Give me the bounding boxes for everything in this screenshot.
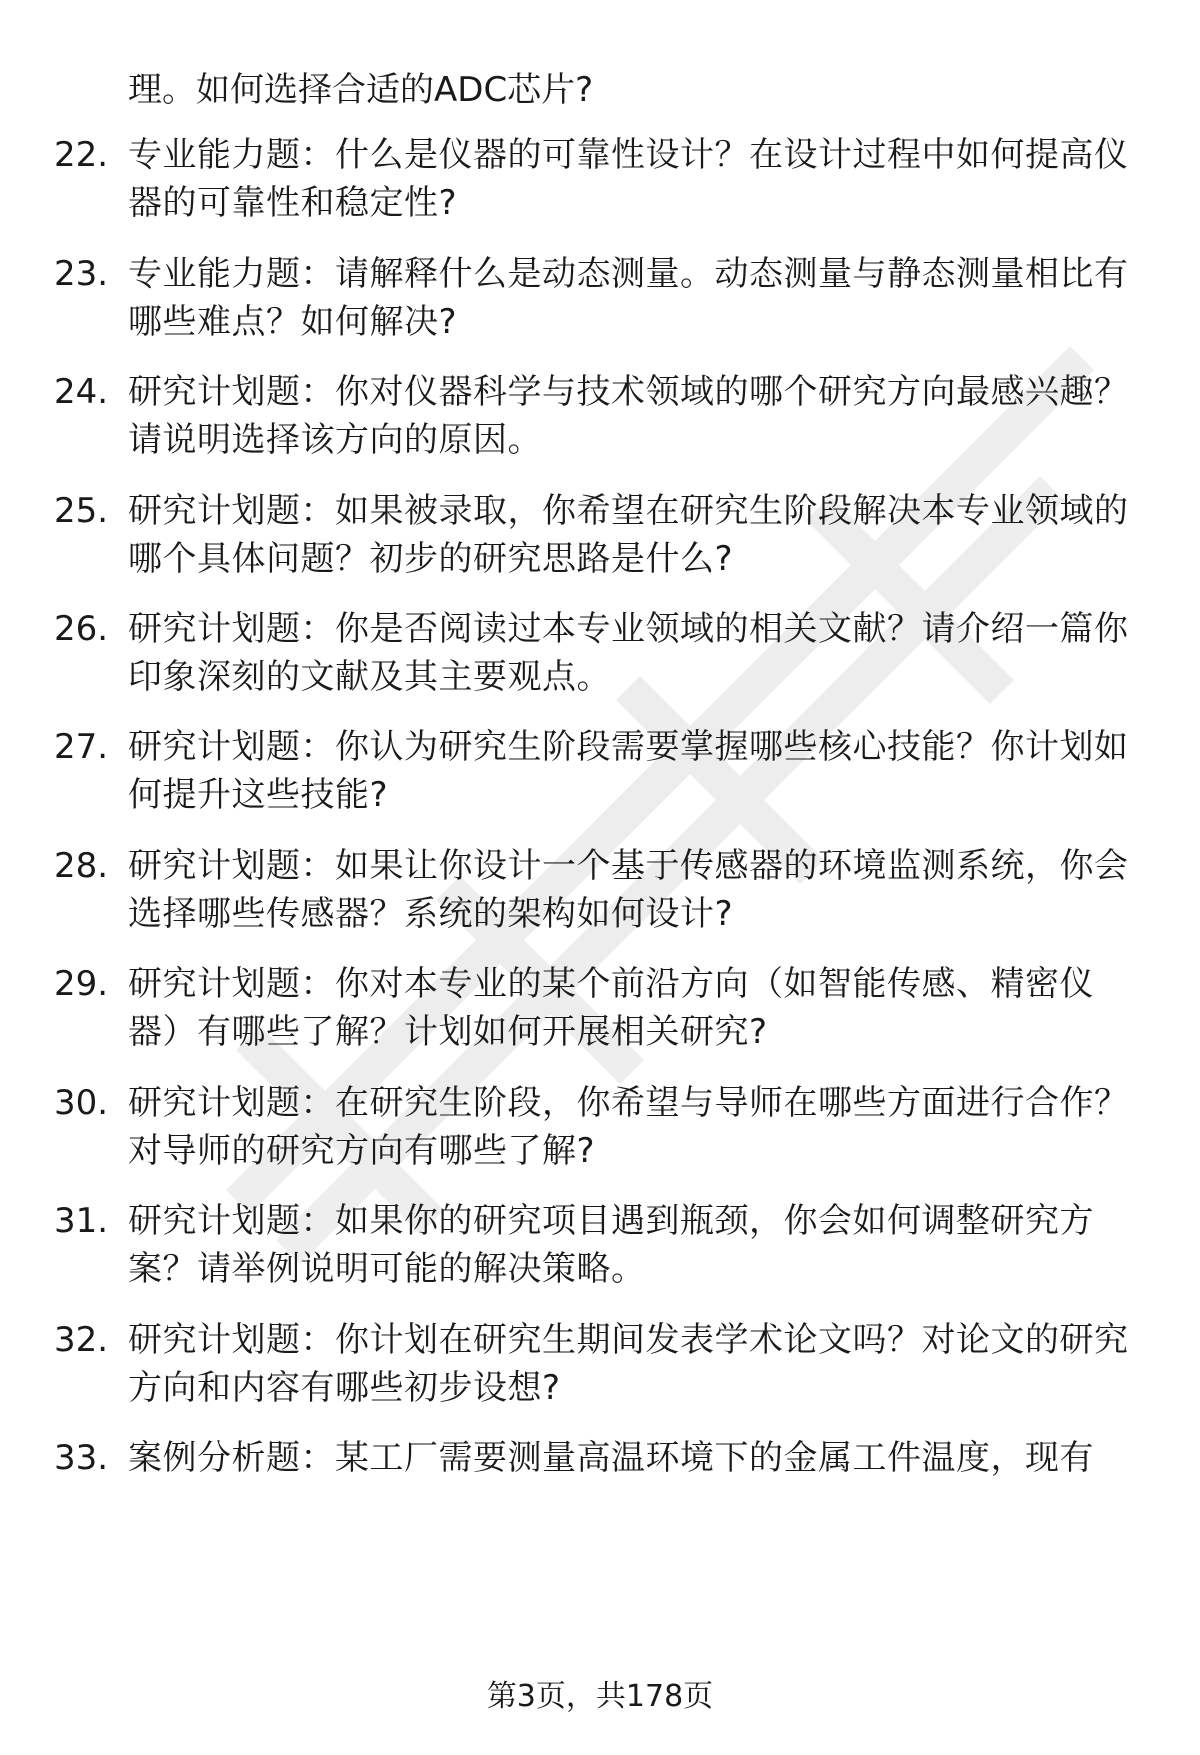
item-number: 29. bbox=[54, 964, 109, 1004]
list-item bbox=[54, 960, 1164, 1056]
item-number: 25. bbox=[54, 491, 109, 531]
list-item bbox=[54, 1079, 1164, 1175]
list-item bbox=[54, 250, 1164, 346]
item-number: 28. bbox=[54, 846, 109, 886]
list-item bbox=[54, 723, 1164, 819]
item-text: 案例分析题：某工厂需要测量高温环境下的金属工件温度，现有 bbox=[128, 1438, 1094, 1478]
item-number: 26. bbox=[54, 609, 109, 649]
list-item bbox=[54, 368, 1164, 464]
item-text: 研究计划题：你计划在研究生期间发表学术论文吗？对论文的研究方向和内容有哪些初步设想? bbox=[128, 1320, 1129, 1408]
item-number: 33. bbox=[54, 1438, 109, 1478]
continuation-text: 理。如何选择合适的ADC芯片? bbox=[128, 70, 594, 110]
item-text: 研究计划题：你对本专业的某个前沿方向（如智能传感、精密仪器）有哪些了解？计划如何开展相关研究? bbox=[128, 964, 1094, 1052]
page-footer: 第3页，共178页 bbox=[486, 1679, 714, 1714]
item-text: 研究计划题：你认为研究生阶段需要掌握哪些核心技能？你计划如何提升这些技能? bbox=[128, 727, 1129, 815]
item-text: 专业能力题：什么是仪器的可靠性设计？在设计过程中如何提高仪器的可靠性和稳定性? bbox=[128, 135, 1129, 223]
item-text: 专业能力题：请解释什么是动态测量。动态测量与静态测量相比有哪些难点？如何解决? bbox=[128, 254, 1129, 342]
item-text: 研究计划题：你对仪器科学与技术领域的哪个研究方向最感兴趣？请说明选择该方向的原因。 bbox=[128, 372, 1129, 460]
list-item bbox=[54, 1197, 1164, 1293]
item-number: 24. bbox=[54, 372, 109, 412]
list-item bbox=[54, 1434, 1164, 1482]
item-number: 31. bbox=[54, 1201, 109, 1241]
item-number: 30. bbox=[54, 1083, 109, 1123]
list-item bbox=[54, 131, 1164, 227]
list-item bbox=[54, 842, 1164, 938]
item-text: 研究计划题：如果你的研究项目遇到瓶颈，你会如何调整研究方案？请举例说明可能的解决策略。 bbox=[128, 1201, 1094, 1289]
item-text: 研究计划题：如果让你设计一个基于传感器的环境监测系统，你会选择哪些传感器？系统的架构如何设计? bbox=[128, 846, 1129, 934]
list-item bbox=[54, 1316, 1164, 1412]
item-number: 23. bbox=[54, 254, 109, 294]
item-number: 22. bbox=[54, 135, 109, 175]
item-number: 27. bbox=[54, 727, 109, 767]
list-item bbox=[54, 487, 1164, 583]
item-text: 研究计划题：在研究生阶段，你希望与导师在哪些方面进行合作？对导师的研究方向有哪些了解? bbox=[128, 1083, 1129, 1171]
item-text: 研究计划题：你是否阅读过本专业领域的相关文献？请介绍一篇你印象深刻的文献及其主要观点。 bbox=[128, 609, 1129, 697]
list-item bbox=[54, 605, 1164, 701]
item-number: 32. bbox=[54, 1320, 109, 1360]
item-text: 研究计划题：如果被录取，你希望在研究生阶段解决本专业领域的哪个具体问题？初步的研究思路是什么? bbox=[128, 491, 1129, 579]
